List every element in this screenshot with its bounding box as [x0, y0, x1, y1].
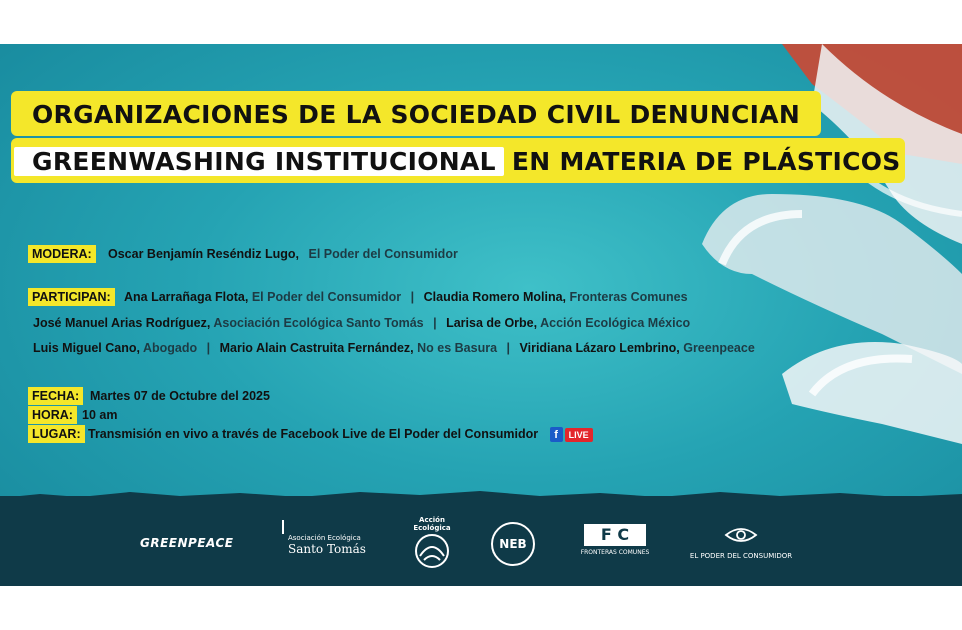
hora-value: 10 am — [82, 408, 118, 422]
accion-ecologica-emblem-icon — [410, 532, 454, 570]
participan-row-2 — [33, 316, 690, 330]
separator: | — [433, 316, 437, 330]
poder-consumidor-text: EL PODER DEL CONSUMIDOR — [689, 552, 793, 560]
santo-tomas-small-text: Asociación Ecológica — [288, 534, 361, 542]
title-highlight: GREENWASHING INSTITUCIONAL — [14, 147, 504, 176]
participan-row-3 — [33, 341, 755, 355]
title-line-1: ORGANIZACIONES DE LA SOCIEDAD CIVIL DENUNCIAN — [14, 94, 818, 133]
participant-org: No es Basura — [417, 341, 498, 355]
fronteras-comunes-text: FRONTERAS COMUNES — [580, 549, 650, 556]
fronteras-comunes-letters: F C — [584, 524, 646, 546]
participant-name: Claudia Romero Molina, — [423, 290, 567, 304]
separator: | — [410, 290, 415, 304]
logo-footer — [0, 496, 962, 586]
separator: | — [506, 341, 511, 355]
participant-org: Greenpeace — [683, 341, 755, 355]
lugar-row — [88, 427, 593, 442]
lugar-label: LUGAR: — [28, 425, 85, 443]
accion-ecologica-text: Acción Ecológica — [413, 516, 451, 532]
participant-name: Ana Larrañaga Flota, — [124, 290, 249, 304]
modera-row — [108, 247, 458, 261]
poder-consumidor-logo — [686, 526, 796, 560]
fronteras-comunes-logo — [578, 524, 652, 556]
lugar-value: Transmisión en vivo a través de Facebook Live de El Poder del Consumidor — [88, 427, 539, 441]
participant-name: Viridiana Lázaro Lembrino, — [519, 341, 680, 355]
modera-name: Oscar Benjamín Reséndiz Lugo, — [108, 247, 300, 261]
modera-org: El Poder del Consumidor — [308, 247, 458, 261]
facebook-icon: f — [550, 427, 563, 442]
participant-org: Abogado — [142, 341, 198, 355]
title-rest: EN MATERIA DE PLÁSTICOS — [511, 147, 901, 176]
participant-name: Mario Alain Castruita Fernández, — [219, 341, 414, 355]
participan-label: PARTICIPAN: — [28, 288, 115, 306]
santo-tomas-logo — [270, 520, 370, 556]
santo-tomas-icon — [282, 520, 294, 534]
hora-label: HORA: — [28, 406, 77, 424]
facebook-live-badge — [550, 427, 593, 442]
event-banner — [0, 44, 962, 586]
neb-logo — [491, 522, 535, 566]
participant-name: Larisa de Orbe, — [446, 316, 538, 330]
participant-org: Asociación Ecológica Santo Tomás — [213, 316, 424, 330]
live-badge: LIVE — [565, 428, 593, 442]
participant-org: El Poder del Consumidor — [251, 290, 402, 304]
participant-name: José Manuel Arias Rodríguez, — [33, 316, 211, 330]
greenpeace-logo: GREENPEACE — [140, 536, 234, 550]
neb-text: NEB — [499, 537, 527, 551]
participant-org: Fronteras Comunes — [569, 290, 688, 304]
participant-org: Acción Ecológica México — [540, 316, 691, 330]
accion-ecologica-logo — [402, 516, 462, 568]
santo-tomas-big-text: Santo Tomás — [288, 542, 366, 556]
separator: | — [206, 341, 211, 355]
participant-name: Luis Miguel Cano, — [33, 341, 140, 355]
participan-row-1 — [124, 290, 688, 304]
modera-label: MODERA: — [28, 245, 96, 263]
fecha-value: Martes 07 de Octubre del 2025 — [90, 389, 270, 403]
title-line-2 — [14, 141, 902, 180]
fecha-label: FECHA: — [28, 387, 83, 405]
eye-icon — [724, 526, 758, 544]
